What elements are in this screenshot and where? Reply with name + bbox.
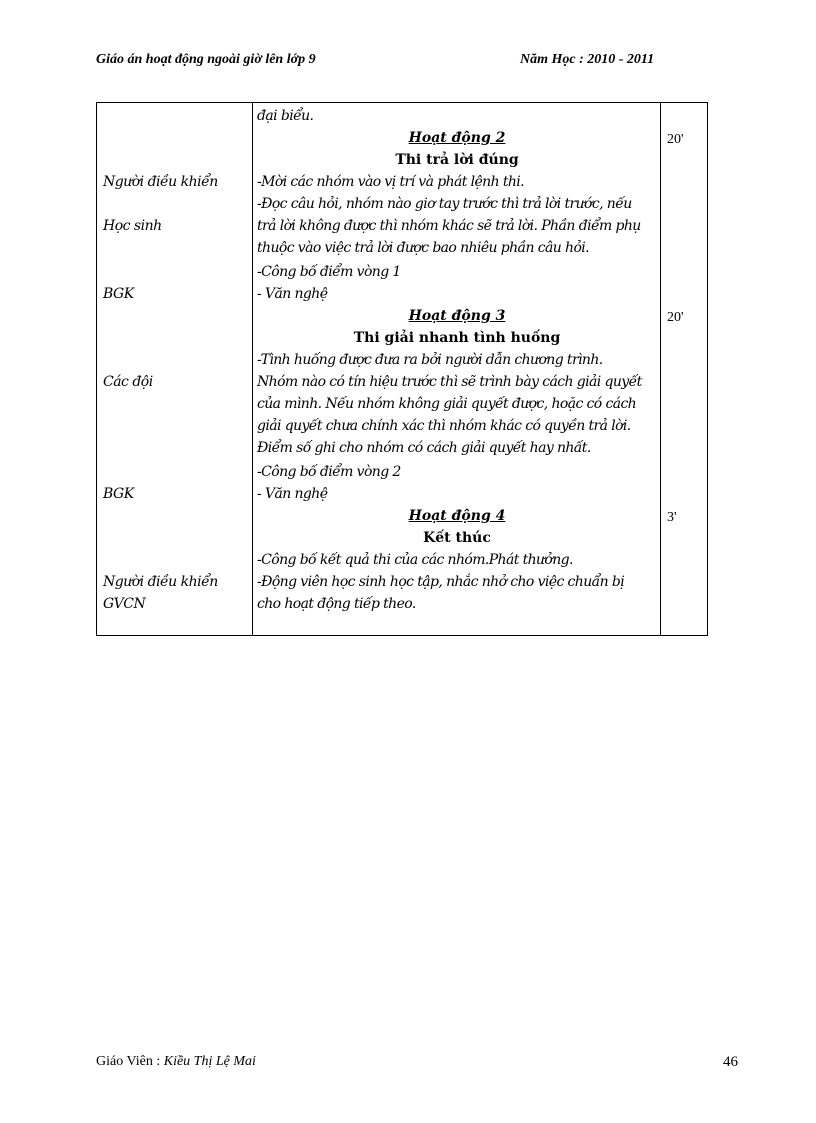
content-line: của mình. Nếu nhóm không giải quyết được, hoặc có cách (257, 396, 637, 412)
content-line: -Công bố điểm vòng 2 (257, 464, 401, 480)
page-footer (96, 1054, 738, 1076)
content-line: - Văn nghệ (257, 486, 328, 502)
role-label: Học sinh (103, 218, 162, 234)
role-label: BGK (103, 286, 134, 302)
column-divider-2 (660, 103, 661, 635)
page-number: 46 (723, 1054, 738, 1070)
activity-heading: Hoạt động 3 (408, 308, 506, 324)
role-label: Người điều khiển (103, 574, 218, 590)
content-line: -Tình huống được đưa ra bởi người dẫn chương trình. (257, 352, 603, 368)
page-header (96, 52, 676, 72)
content-line: cho hoạt động tiếp theo. (257, 596, 416, 612)
content-line: -Công bố kết quả thi của các nhóm.Phát thưởng. (257, 552, 573, 568)
role-label: BGK (103, 486, 134, 502)
time-value: 20' (667, 132, 684, 147)
content-line: trả lời không được thì nhóm khác sẽ trả lời. Phần điểm phụ (257, 218, 641, 234)
content-line: thuộc vào việc trả lời được bao nhiêu phần câu hỏi. (257, 240, 590, 256)
content-line: giải quyết chưa chính xác thì nhóm khác có quyền trả lời. (257, 418, 631, 434)
activity-subtitle: Kết thúc (423, 530, 491, 546)
activity-subtitle: Thi trả lời đúng (395, 152, 519, 168)
content-line: - Văn nghệ (257, 286, 328, 302)
role-label: GVCN (103, 596, 146, 612)
time-value: 20' (667, 310, 684, 325)
content-line: -Đọc câu hỏi, nhóm nào giơ tay trước thì trả lời trước, nếu (257, 196, 632, 212)
content-line: -Mời các nhóm vào vị trí và phát lệnh thi. (257, 174, 525, 190)
time-value: 3' (667, 510, 677, 525)
content-line: đại biểu. (257, 108, 314, 124)
school-year: Năm Học : 2010 - 2011 (520, 52, 655, 67)
document-title: Giáo án hoạt động ngoài giờ lên lớp 9 (96, 52, 316, 67)
lesson-plan-table (96, 102, 708, 636)
column-divider-1 (252, 103, 253, 635)
activity-heading: Hoạt động 2 (408, 130, 506, 146)
activity-heading: Hoạt động 4 (408, 508, 506, 524)
content-line: Nhóm nào có tín hiệu trước thì sẽ trình bày cách giải quyết (257, 374, 642, 390)
teacher-credit (96, 1054, 256, 1070)
teacher-label: Giáo Viên : (96, 1054, 164, 1069)
role-label: Người điều khiển (103, 174, 218, 190)
teacher-name: Kiều Thị Lệ Mai (163, 1054, 256, 1069)
activity-subtitle: Thi giải nhanh tình huống (353, 330, 561, 346)
role-label: Các đội (103, 374, 153, 390)
content-line: -Động viên học sinh học tập, nhắc nhở cho việc chuẩn bị (257, 574, 625, 590)
content-line: -Công bố điểm vòng 1 (257, 264, 401, 280)
content-line: Điểm số ghi cho nhóm có cách giải quyết hay nhất. (257, 440, 591, 456)
